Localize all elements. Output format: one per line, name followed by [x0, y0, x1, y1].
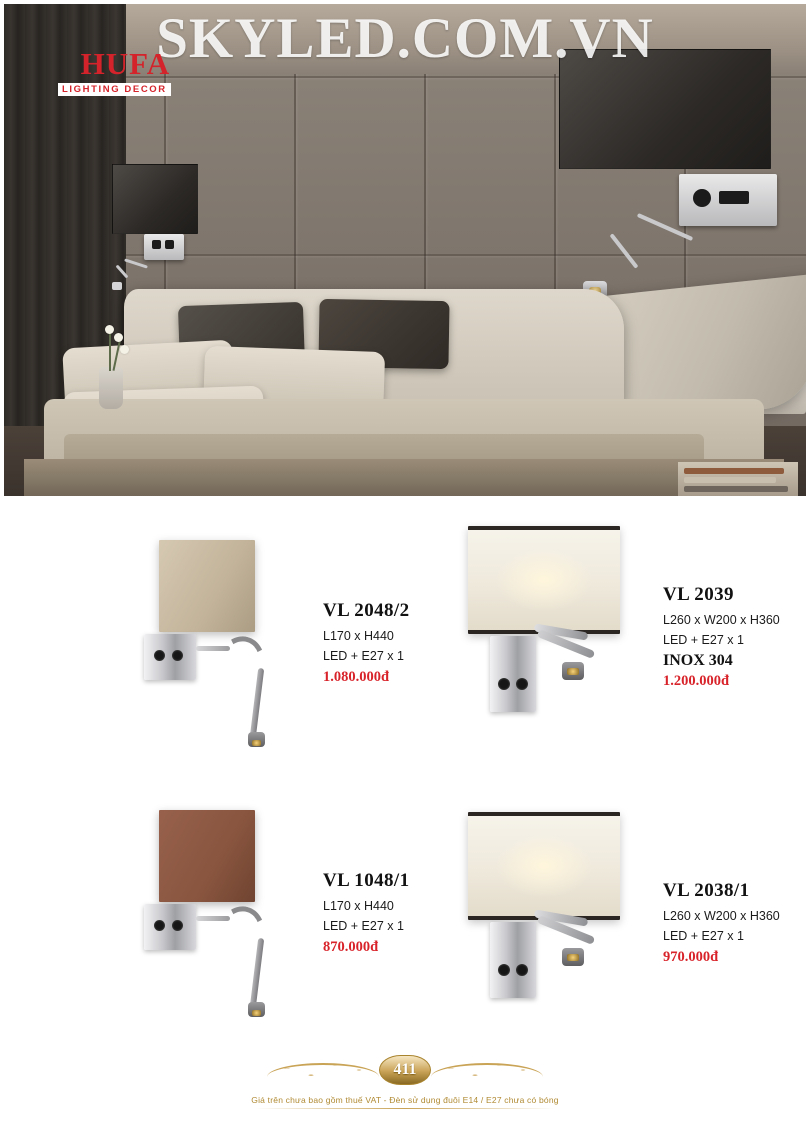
switch-button — [154, 920, 165, 931]
product-info — [319, 870, 409, 956]
gooseneck-arm — [208, 630, 272, 700]
product-price: 1.200.000đ — [663, 672, 730, 689]
switch-button — [516, 964, 528, 976]
product-price: 970.000đ — [663, 948, 719, 965]
switch-button — [172, 650, 183, 661]
product-card[interactable] — [104, 518, 409, 768]
page-number: 411 — [393, 1061, 417, 1078]
product-image — [104, 518, 319, 768]
lamp-shade — [159, 810, 255, 902]
footer-note: Giá trên chưa bao gồm thuế VAT - Đèn sử dụng đuôi E14 / E27 chưa có bóng — [251, 1095, 559, 1105]
product-card[interactable] — [444, 798, 780, 1048]
watermark: SKYLED.COM.VN — [156, 7, 654, 70]
page-footer — [0, 1047, 810, 1109]
product-dimensions: L260 x W200 x H360 — [663, 909, 780, 924]
product-info — [659, 880, 780, 966]
product-grid — [4, 500, 806, 1045]
product-dimensions: L260 x W200 x H360 — [663, 613, 780, 628]
product-image — [444, 512, 659, 762]
led-light — [252, 1010, 261, 1016]
footer-ornament — [245, 1047, 565, 1093]
product-price: 1.080.000đ — [323, 668, 390, 685]
gooseneck-arm — [208, 900, 272, 970]
lamp-base — [490, 636, 536, 712]
books-decor — [678, 462, 798, 496]
product-info — [659, 584, 780, 690]
product-info — [319, 600, 409, 686]
switch-button — [498, 678, 510, 690]
footer-divider — [255, 1108, 555, 1109]
product-code: VL 2038/1 — [663, 880, 750, 902]
lamp-shade — [468, 526, 620, 634]
product-code: VL 2048/2 — [323, 600, 410, 622]
lamp-base — [144, 904, 196, 950]
product-code: VL 2039 — [663, 584, 734, 606]
product-material: INOX 304 — [663, 651, 733, 669]
led-light — [567, 668, 579, 675]
plant-decor — [89, 319, 131, 409]
switch-button — [516, 678, 528, 690]
product-lamp: LED + E27 x 1 — [663, 632, 744, 647]
lamp-base — [144, 634, 196, 680]
led-light — [252, 740, 261, 746]
bed-base — [24, 459, 784, 496]
switch-button — [172, 920, 183, 931]
product-dimensions: L170 x H440 — [323, 899, 394, 914]
product-card[interactable] — [104, 788, 409, 1038]
lamp-base — [490, 922, 536, 998]
product-lamp: LED + E27 x 1 — [663, 928, 744, 943]
product-dimensions: L170 x H440 — [323, 629, 394, 644]
brand-logo — [58, 48, 171, 97]
product-price: 870.000đ — [323, 938, 379, 955]
lamp-shade — [468, 812, 620, 920]
product-code: VL 1048/1 — [323, 870, 410, 892]
product-image — [444, 798, 659, 1048]
product-card[interactable] — [444, 512, 780, 762]
brand-tagline: LIGHTING DECOR — [58, 83, 171, 96]
brand-name: HUFA — [80, 46, 171, 81]
switch-button — [154, 650, 165, 661]
led-light — [567, 954, 579, 961]
product-lamp: LED + E27 x 1 — [323, 918, 404, 933]
product-lamp: LED + E27 x 1 — [323, 648, 404, 663]
product-image — [104, 788, 319, 1038]
lamp-shade — [159, 540, 255, 632]
switch-button — [498, 964, 510, 976]
